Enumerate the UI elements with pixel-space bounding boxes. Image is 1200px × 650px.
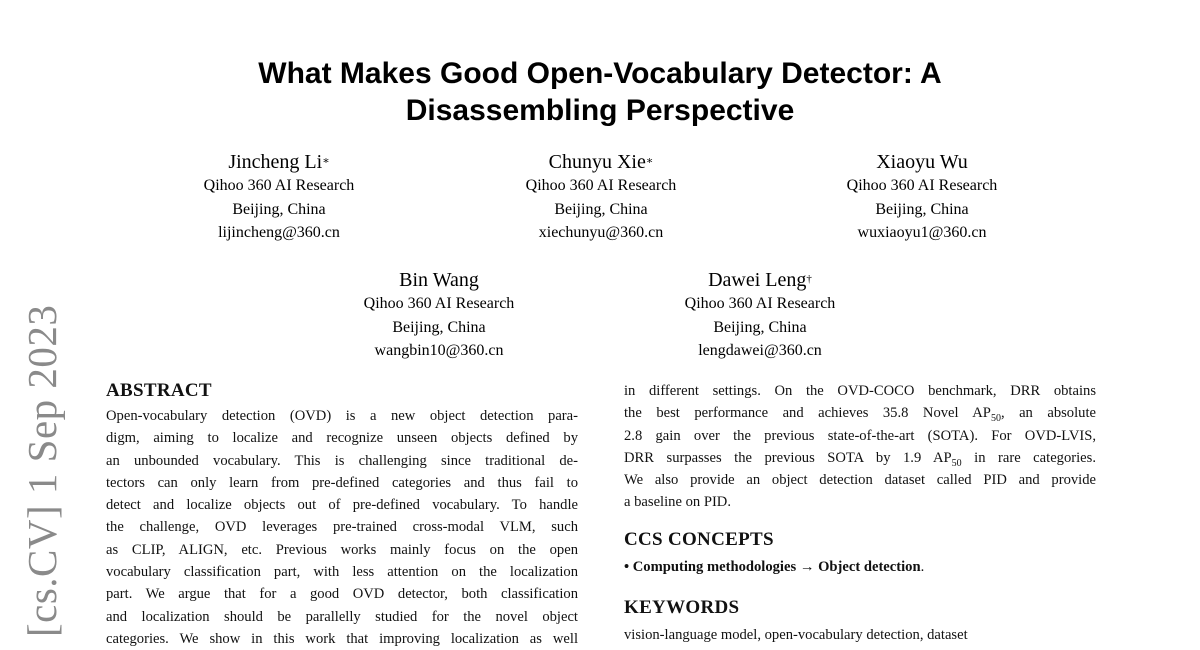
author-block: [630, 268, 890, 363]
ap-subscript: 50: [990, 413, 1001, 425]
abstract-line: the best performance and achieves 35.8 Novel $AP_{50}$, an absolute: [624, 405, 1096, 425]
author-affiliation: Qihoo 360 AI Research: [525, 177, 677, 194]
author-block: [792, 150, 1052, 245]
author-block: [149, 150, 409, 245]
abstract-line: an unbounded vocabulary. This is challenging since traditional de-: [106, 452, 578, 469]
arxiv-stamp: [cs.CV] 1 Sep 2023: [19, 304, 65, 637]
paper-title-line-1: What Makes Good Open-Vocabulary Detector: A: [258, 57, 942, 90]
author-email: lengdawei@360.cn: [698, 342, 822, 359]
author-location: Beijing, China: [554, 200, 648, 218]
abstract-line: DRR surpasses the previous SOTA by 1.9 $AP_{50}$ in rare categories.: [624, 449, 1096, 469]
keywords-heading: KEYWORDS: [624, 597, 740, 618]
abstract-line: a baseline on PID.: [624, 494, 731, 511]
ap-subscript: 50: [951, 457, 962, 469]
author-location: Beijing, China: [713, 318, 807, 336]
abstract-line: tectors can only learn from pre-defined categories and thus fail to: [106, 474, 578, 491]
paper-title-line-2: Disassembling Perspective: [405, 94, 795, 127]
author-block: [309, 268, 569, 363]
abstract-continued: [624, 380, 1096, 514]
author-name: Bin Wang: [399, 269, 479, 291]
abstract-line: digm, aiming to localize and recognize unseen objects defined by: [106, 430, 578, 447]
author-location: Beijing, China: [875, 200, 969, 218]
abstract-line: the challenge, OVD leverages pre-trained cross-modal VLM, such: [106, 519, 578, 536]
author-affiliation: Qihoo 360 AI Research: [684, 295, 836, 312]
abstract-line: in different settings. On the OVD-COCO benchmark, DRR obtains: [624, 383, 1096, 399]
keywords-text: vision-language model, open-vocabulary detection, dataset: [624, 627, 968, 643]
ccs-concept: Computing methodologies: [632, 559, 797, 575]
abstract-line: categories. We show in this work that improving localization as well: [106, 630, 578, 647]
author-block: [471, 150, 731, 245]
author-email: lijincheng@360.cn: [218, 224, 340, 241]
ccs-arrow: →: [799, 559, 815, 575]
author-name: Dawei Leng†: [708, 269, 812, 291]
author-name: Chunyu Xie∗: [548, 151, 654, 173]
author-affiliation: Qihoo 360 AI Research: [203, 177, 355, 194]
ccs-sub-concept: Object detection: [818, 559, 921, 575]
author-name: Xiaoyu Wu: [876, 151, 968, 173]
abstract-line: We also provide an object detection dataset called PID and provide: [624, 472, 1096, 489]
author-affiliation: Qihoo 360 AI Research: [846, 177, 998, 194]
abstract-line: detect and localize objects out of pre-defined vocabulary. To handle: [106, 497, 578, 514]
abstract-line: Open-vocabulary detection (OVD) is a new object detection para-: [106, 408, 578, 424]
abstract-line: as CLIP, ALIGN, etc. Previous works mainly focus on the open: [106, 541, 578, 558]
author-email: wuxiaoyu1@360.cn: [857, 224, 987, 241]
abstract-body: [106, 405, 578, 650]
ccs-bullet: •: [624, 559, 630, 575]
abstract-line: 2.8 gain over the previous state-of-the-art (SOTA). For OVD-LVIS,: [624, 427, 1096, 444]
author-location: Beijing, China: [392, 318, 486, 336]
abstract-line: vocabulary classification part, with less attention on the localization: [106, 564, 578, 581]
abstract-line: and localization should be parallelly studied for the novel object: [106, 608, 578, 625]
abstract-heading: ABSTRACT: [106, 380, 212, 401]
ccs-heading: CCS CONCEPTS: [624, 529, 774, 550]
author-location: Beijing, China: [232, 200, 326, 218]
author-name: Jincheng Li∗: [228, 151, 330, 173]
abstract-line: part. We argue that for a good OVD detector, both classification: [106, 586, 578, 603]
author-email: wangbin10@360.cn: [374, 342, 504, 359]
ccs-concept-line: • Computing methodologies → Object detection.: [624, 559, 925, 575]
paper-title: [150, 55, 1050, 129]
author-affiliation: Qihoo 360 AI Research: [363, 295, 515, 312]
author-email: xiechunyu@360.cn: [538, 224, 664, 241]
